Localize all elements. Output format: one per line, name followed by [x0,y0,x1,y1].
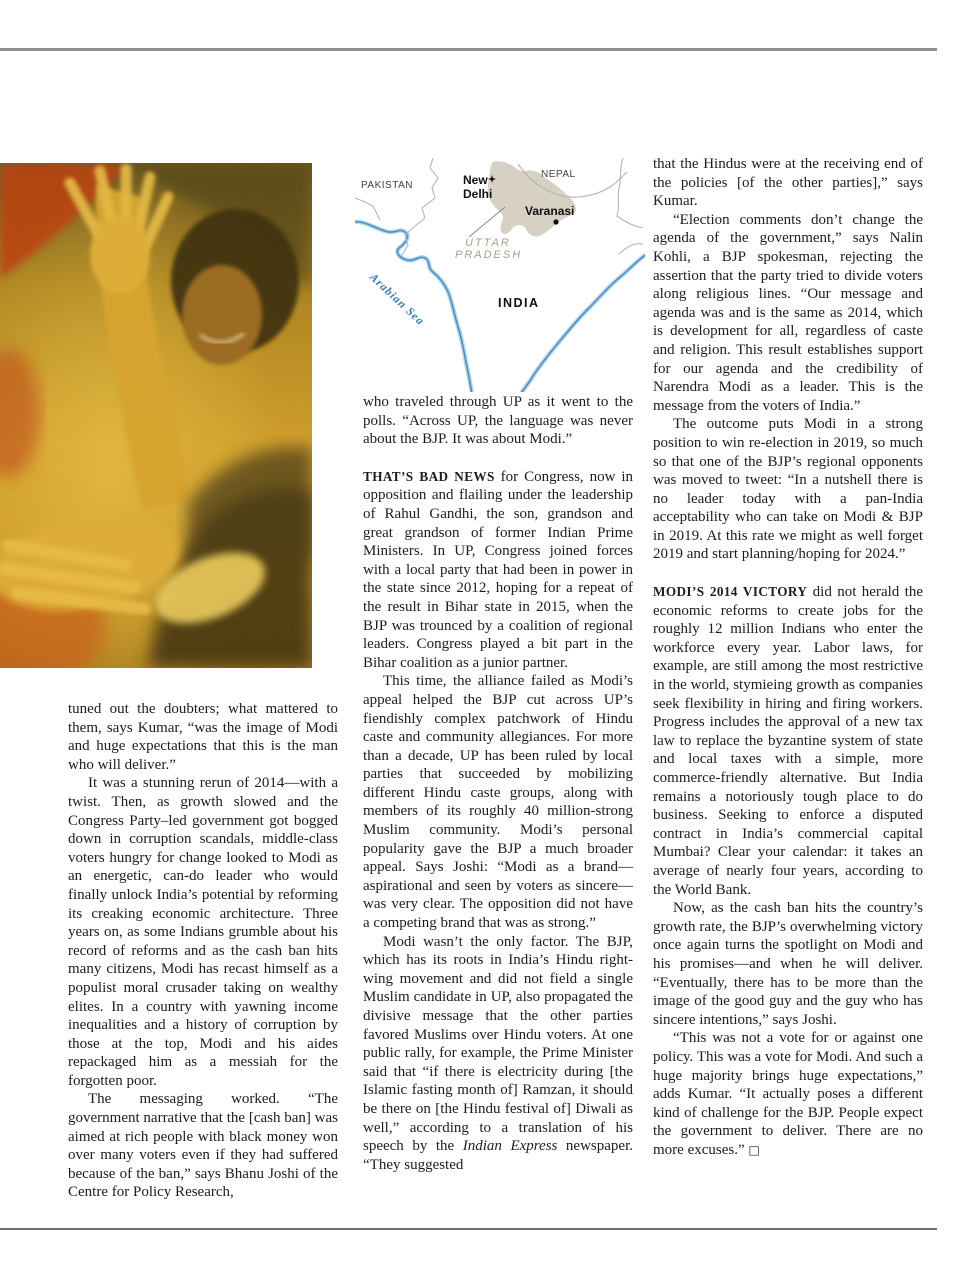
article-paragraph [363,933,633,1175]
text-segment: who traveled through UP as it went to the polls. “Across UP, the language was never about the BJP. It was about Modi.” [363,394,633,448]
map-label-varanasi: Varanasi [525,204,575,218]
map-label-nepal: NEPAL [541,169,576,180]
uttar-pradesh-leader-line [469,207,505,237]
paragraph-lead-in: THAT’S BAD NEWS [363,468,495,484]
text-segment: It was a stunning rerun of 2014—with a twist. Then, as growth slowed and the Congress Party–led government got bogged down in corruption scandals, middle-class voters hungry for change looked to Modi as an energetic, can-do leader who would finally unlock India’s potential by reforming its creaking economic architecture. Three years on, as some Indians grumble about his record of reforms and as the cash ban hits many citizens, Modi has recast himself as a populist moral crusader taking on wealthy elites. In a country with yawning income inequalities and a history of corruption by those at the top, Modi and his aides repackaged him as a messiah for the forgotten poor. [68,775,338,1089]
text-segment: The messaging worked. “The government narrative that the [cash ban] was aimed at rich people with black money won over many voters even if they had suffered because of the ban,” says Bhanu Joshi of the Centre for Policy Research, [68,1091,338,1201]
article-paragraph [653,155,923,211]
photo-man-celebrating [0,163,312,668]
article-paragraph [363,672,633,932]
map-label-india: INDIA [498,296,540,310]
paragraph-lead-in: MODI’S 2014 VICTORY [653,584,808,600]
article-paragraph [68,700,338,774]
text-segment: This time, the alliance failed as Modi’s appeal helped the BJP cut across UP’s fiendishly complex patchwork of Hindu caste and community allegiances. For more than a decade, UP has been ruled by local parties that succeeded by mobilizing different Hindu caste groups, along with members of its roughly 40 million-strong Muslim community. Modi’s personal popularity gave the BJP a much broader appeal. Says Joshi: “Modi as a brand—aspirational and seen by voters as sincere—was very clear. The opposition did not have a competing brand that was as strong.” [363,673,633,932]
india-locator-map [355,158,645,392]
article-paragraph [653,583,923,899]
article-paragraph [68,774,338,1090]
text-segment: “This was not a vote for or against one policy. This was a vote for Modi. And such a huge majority brings huge expectations,” adds Kumar. “It actually poses a different kind of challenge for the BJP. People expect the government to deliver. There are no more excuses.” [653,1030,923,1158]
text-segment: Modi wasn’t the only factor. The BJP, which has its roots in India’s Hindu right-wing movement and did not field a single Muslim candidate in UP, also propagated the divisive message that the other parties favored Muslims over Hindu voters. At one public rally, for example, the Prime Minister said that “if there is electricity during [the Islamic fasting month of] Ramzan, it should be there on [the Hindu festival of] Diwali as well,” according to a translation of his speech by the [363,933,633,1155]
article-paragraph [363,393,633,449]
text-segment: tuned out the doubters; what mattered to them, says Kumar, “was the image of Modi and huge expectations that this is the man who will deliver.” [68,701,338,773]
article-paragraph [653,415,923,564]
map-label-new-delhi-line2: Delhi [463,187,493,201]
bottom-rule [0,1228,937,1230]
map-label-arabian-sea: Arabian Sea [366,271,427,329]
map-label-pakistan: PAKISTAN [361,180,413,191]
top-rule [0,48,937,51]
text-segment: The outcome puts Modi in a strong position to win re-election in 2019, so much so that one of the BJP’s regional opponents was moved to tweet: “In a nutshell there is no leader today with a pan-India acceptability who can take on Modi & BJP in 2019. At this rate we might as well forget 2019 and start planning/hoping for 2024.” [653,416,923,563]
article-column-middle [363,393,633,1174]
article-paragraph [653,1029,923,1159]
text-segment: did not herald the economic reforms to create jobs for the roughly 12 million Indians who enter the workforce every year. Labor laws, for example, are still among the most restrictive in the world, stymieing growth as companies seek flexibility in hiring and firing workers. Progress includes the approval of a new tax law to replace the byzantine system of state and local taxes with a simple, more commerce-friendly alternative. But India remains a notoriously tough place to do business. Seeking to enforce a disputed contract in India’s commercial capital Mumbai? Clear your calendar: it takes an average of nearly four years, according to the World Bank. [653,584,923,898]
text-segment: that the Hindus were at the receiving end of the policies [of the other parties],” says Kumar. [653,156,923,210]
map-label-uttar-pradesh-line2: PRADESH [455,249,523,261]
article-column-right [653,155,923,1159]
end-of-article-mark: □ [744,1142,760,1157]
text-segment: newspaper. “They suggested [363,1138,633,1173]
text-segment: “Election comments don’t change the agenda of the government,” says Nalin Kohli, a BJP spokesman, rejecting the assertion that the party tried to divide voters along religious lines. “Our message and agenda was and is the same as 2014, which is development for all, regardless of caste and religion. This result establishes support for our agenda and the credibility of Narendra Modi as a leader. This is the message from the voters of India.” [653,211,923,414]
varanasi-dot-marker [553,219,558,224]
article-paragraph [68,1090,338,1202]
coastline-east [519,254,645,392]
article-paragraph [653,899,923,1029]
text-segment: Now, as the cash ban hits the country’s growth rate, the BJP’s overwhelming victory once again turns the spotlight on Modi and his promises—and when he will deliver. “Eventually, there has to be more than the image of the good guy and the guy who has sincere intentions,” says Joshi. [653,900,923,1028]
text-segment: for Congress, now in opposition and flailing under the leadership of Rahul Gandhi, the son, grandson and great grandson of former Indian Prime Ministers. In UP, Congress joined forces with a local party that had been in power in the state since 2012, hoping for a repeat of the result in Bihar state in 2015, when the BJP was trounced by a coalition of regional leaders. Congress played a bit part in the Bihar coalition as a junior partner. [363,468,633,671]
map-label-uttar-pradesh-line1: UTTAR [465,237,511,249]
photo-illustration [0,163,312,668]
article-paragraph [363,468,633,673]
article-paragraph [653,211,923,416]
map-label-new-delhi-line1: New [463,173,488,187]
text-segment: Indian Express [462,1138,558,1155]
article-column-left [68,700,338,1202]
